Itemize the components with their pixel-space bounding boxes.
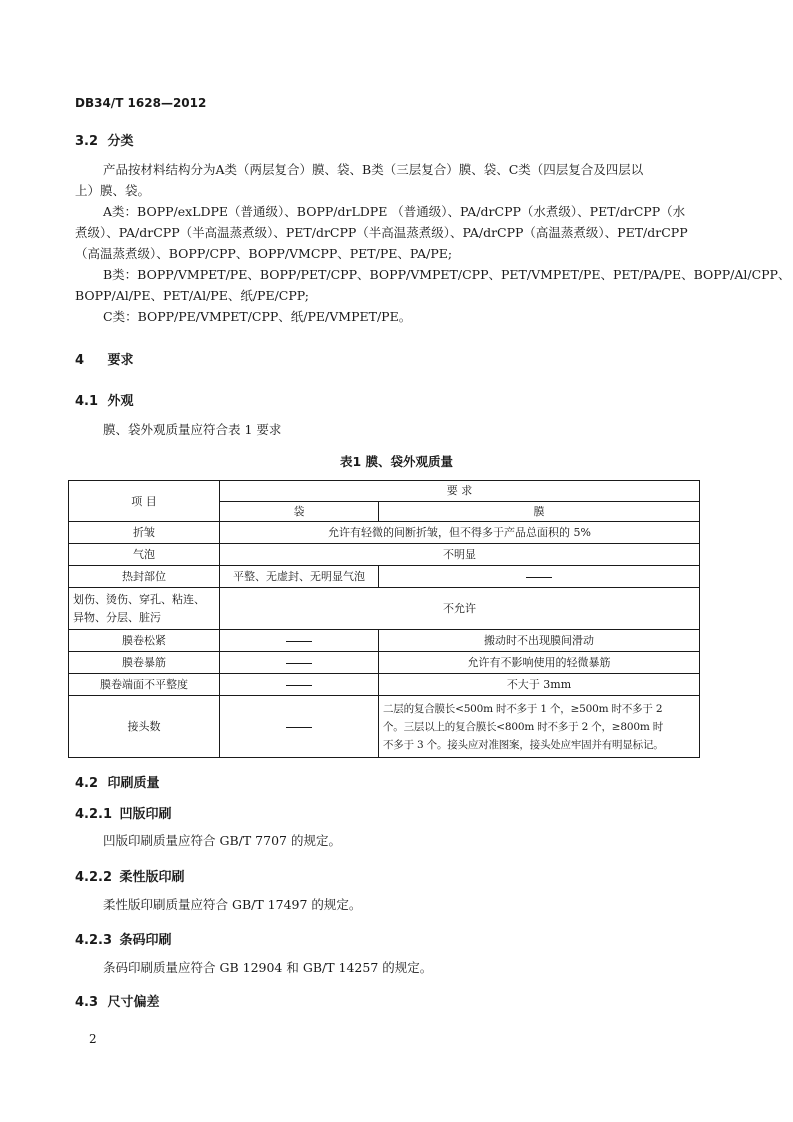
not-applicable-dash <box>526 577 552 578</box>
document-id-header: DB34/T 1628—2012 <box>75 96 207 110</box>
bag-requirement-cell <box>220 630 379 652</box>
section-4-3-heading <box>75 991 160 1010</box>
table-row <box>69 630 700 652</box>
item-cell: 膜卷暴筋 <box>69 652 220 674</box>
section-4-2-heading <box>75 772 160 791</box>
section-4-heading <box>75 349 134 368</box>
section-number: 3.2 <box>75 134 99 149</box>
section-title: 条码印刷 <box>119 933 172 948</box>
section-title: 柔性版印刷 <box>119 870 185 885</box>
section-title: 凹版印刷 <box>119 807 172 822</box>
paragraph-line: C类：BOPP/PE/VMPET/CPP、纸/PE/VMPET/PE。 <box>103 309 412 324</box>
item-cell: 接头数 <box>69 696 220 758</box>
paragraph-line: 膜、袋外观质量应符合表 1 要求 <box>103 422 282 437</box>
bag-requirement-cell <box>220 652 379 674</box>
not-applicable-dash <box>286 685 312 686</box>
paragraph-line: （高温蒸煮级）、BOPP/CPP、BOPP/VMCPP、PET/PE、PA/PE; <box>75 246 453 261</box>
film-requirement-cell: 搬动时不出现膜间滑动 <box>379 630 700 652</box>
item-cell: 膜卷端面不平整度 <box>69 674 220 696</box>
item-cell: 热封部位 <box>69 566 220 588</box>
section-title: 要求 <box>107 353 134 368</box>
requirement-cell: 允许有轻微的间断折皱，但不得多于产品总面积的 5% <box>220 522 700 544</box>
section-4-2-1-heading <box>75 803 172 822</box>
requirement-cell: 不允许 <box>220 588 700 630</box>
section-number: 4.2 <box>75 776 99 791</box>
section-number: 4.2.3 <box>75 933 113 948</box>
paragraph-line: 凹版印刷质量应符合 GB/T 7707 的规定。 <box>103 833 341 848</box>
table-header-row <box>69 481 700 502</box>
header-requirement-cell: 要 求 <box>220 481 700 502</box>
film-requirement-cell <box>379 696 700 758</box>
section-title: 印刷质量 <box>107 776 160 791</box>
table-row <box>69 696 700 758</box>
item-cell <box>69 588 220 630</box>
header-bag-cell: 袋 <box>220 501 379 522</box>
table-row <box>69 566 700 588</box>
item-cell: 膜卷松紧 <box>69 630 220 652</box>
section-title: 尺寸偏差 <box>107 995 160 1010</box>
section-number: 4 <box>75 353 85 368</box>
film-requirement-cell: 不大于 3mm <box>379 674 700 696</box>
not-applicable-dash <box>286 641 312 642</box>
page-number: 2 <box>89 1032 97 1046</box>
section-4-1-heading <box>75 390 134 409</box>
paragraph-line: A类：BOPP/exLDPE（普通级）、BOPP/drLDPE （普通级）、PA/drCPP（水煮级）、PET/drCPP（水 <box>103 204 686 219</box>
table-row <box>69 544 700 566</box>
section-3-2-heading <box>75 130 134 149</box>
table-row <box>69 652 700 674</box>
bag-requirement-cell <box>220 696 379 758</box>
paragraph-line: 煮级）、PA/drCPP（半高温蒸煮级）、PET/drCPP（半高温蒸煮级）、PA/drCPP（高温蒸煮级）、PET/drCPP <box>75 225 688 240</box>
section-4-2-3-heading <box>75 929 172 948</box>
section-number: 4.2.2 <box>75 870 113 885</box>
section-number: 4.2.1 <box>75 807 113 822</box>
requirement-line: 个。三层以上的复合膜长<800m 时不多于 2 个，≥800m 时 <box>383 720 664 733</box>
section-title: 分类 <box>107 134 134 149</box>
paragraph-line: 条码印刷质量应符合 GB 12904 和 GB/T 14257 的规定。 <box>103 960 433 975</box>
film-requirement-cell <box>379 566 700 588</box>
item-cell: 折皱 <box>69 522 220 544</box>
item-cell: 气泡 <box>69 544 220 566</box>
bag-requirement-cell: 平整、无虚封、无明显气泡 <box>220 566 379 588</box>
table-caption: 表1 膜、袋外观质量 <box>339 454 454 469</box>
item-line: 划伤、烫伤、穿孔、粘连、 <box>73 592 205 606</box>
section-4-2-2-heading <box>75 866 185 885</box>
appearance-quality-table <box>68 480 700 758</box>
paragraph-line: 柔性版印刷质量应符合 GB/T 17497 的规定。 <box>103 897 362 912</box>
section-title: 外观 <box>107 394 134 409</box>
paragraph-line: B类：BOPP/VMPET/PE、BOPP/PET/CPP、BOPP/VMPET/CPP、PET/VMPET/PE、PET/PA/PE、BOPP/Al/CPP、 <box>103 267 791 282</box>
not-applicable-dash <box>286 663 312 664</box>
bag-requirement-cell <box>220 674 379 696</box>
film-requirement-cell: 允许有不影响使用的轻微暴筋 <box>379 652 700 674</box>
table-row <box>69 674 700 696</box>
not-applicable-dash <box>286 727 312 728</box>
paragraph-line: 产品按材料结构分为A类（两层复合）膜、袋、B类（三层复合）膜、袋、C类（四层复合及四层以 <box>103 162 644 177</box>
requirement-line: 二层的复合膜长<500m 时不多于 1 个，≥500m 时不多于 2 <box>383 702 663 715</box>
item-line: 异物、分层、脏污 <box>73 610 161 624</box>
requirement-cell: 不明显 <box>220 544 700 566</box>
requirement-line: 不多于 3 个。接头应对准图案，接头处应牢固并有明显标记。 <box>383 738 664 751</box>
table-row <box>69 588 700 630</box>
section-number: 4.1 <box>75 394 99 409</box>
header-film-cell: 膜 <box>379 501 700 522</box>
table-row <box>69 522 700 544</box>
header-item-cell: 项 目 <box>69 481 220 522</box>
paragraph-line: BOPP/Al/PE、PET/Al/PE、纸/PE/CPP; <box>75 288 309 303</box>
section-number: 4.3 <box>75 995 99 1010</box>
paragraph-line: 上）膜、袋。 <box>75 183 151 198</box>
